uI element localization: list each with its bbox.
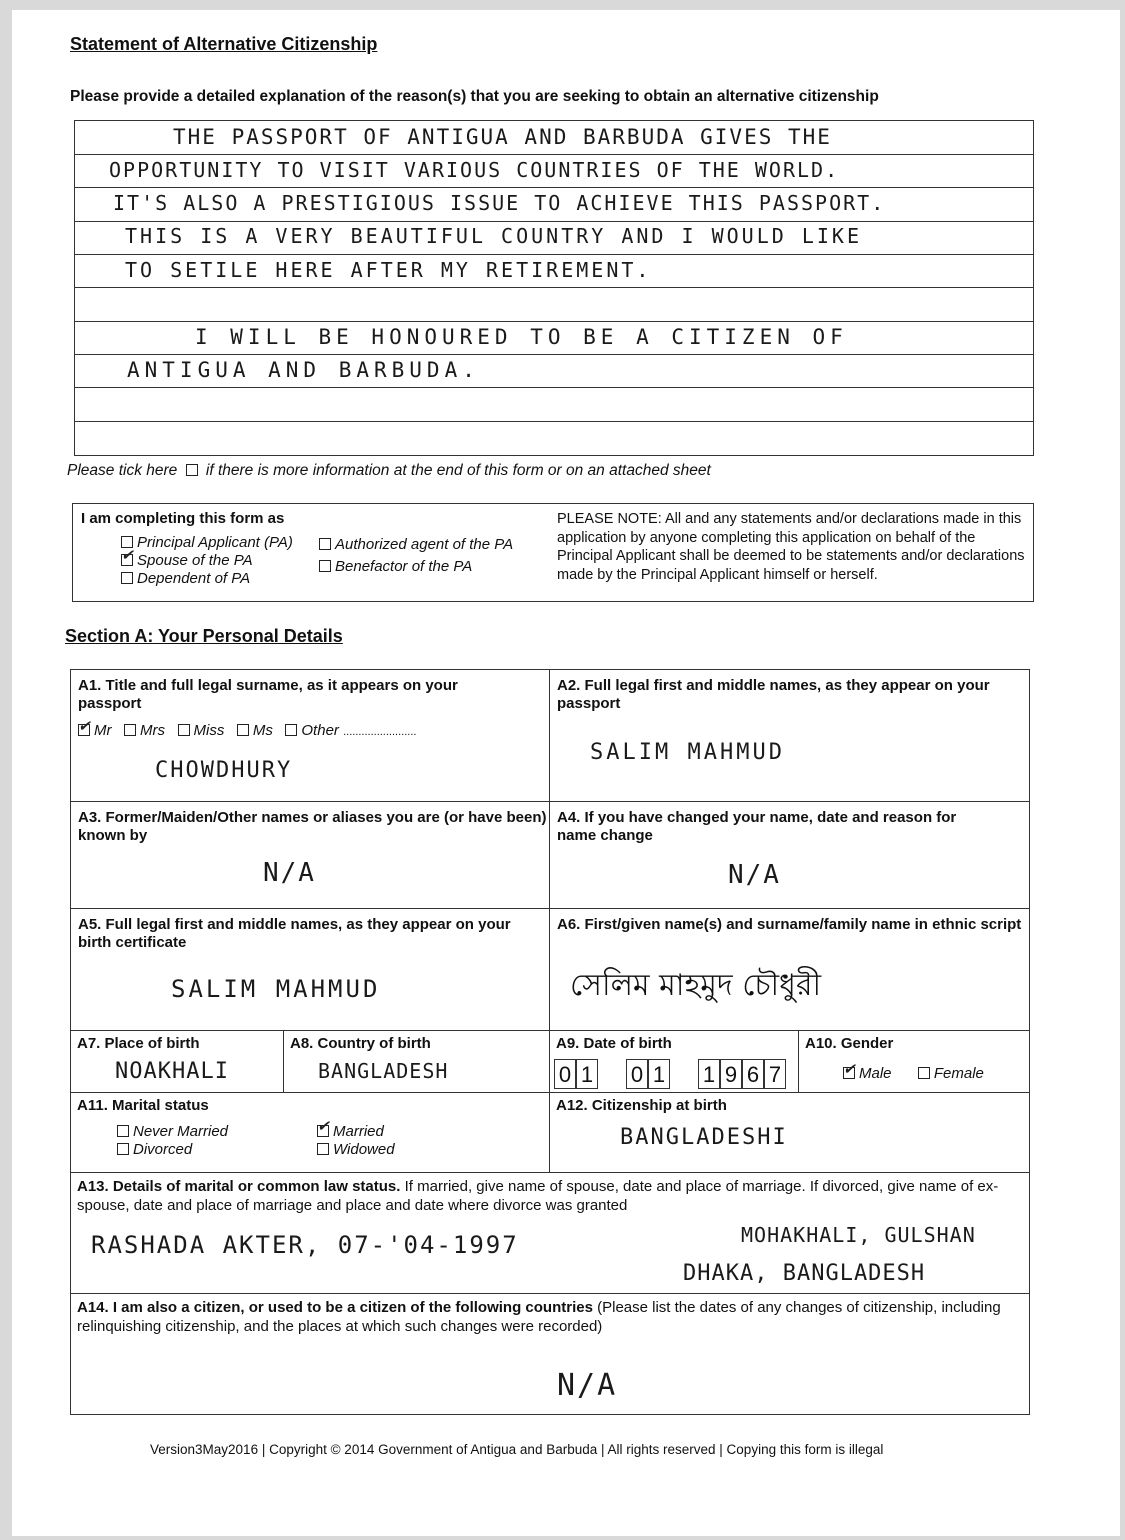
completing-box — [72, 503, 1034, 602]
a3-cell — [70, 801, 550, 909]
a7-cell — [70, 1030, 284, 1093]
a11-cell — [70, 1092, 550, 1173]
please-note-text: All and any statements and/or declarations made in this application by anyone completing this application on behalf of the Principal Applicant shall be deemed to be statements and/or declarations made by the Principal Applicant himself or herself. — [557, 511, 1025, 583]
a8-label: A8. Country of birth — [290, 1035, 431, 1052]
tick-note — [67, 462, 711, 480]
title-mrs[interactable]: Mrs — [124, 722, 165, 739]
a1-value: CHOWDHURY — [155, 758, 293, 783]
statement-line: IT'S ALSO A PRESTIGIOUS ISSUE TO ACHIEVE THIS PASSPORT. — [113, 191, 886, 215]
a6-cell — [549, 908, 1030, 1031]
marital-options-right — [317, 1123, 395, 1159]
a4-value: N/A — [728, 860, 781, 890]
a13-label — [77, 1177, 1017, 1215]
a5-label: A5. Full legal first and middle names, as they appear on your birth certificate — [78, 916, 511, 951]
marital-never-married[interactable]: Never Married — [117, 1123, 228, 1141]
a14-cell — [70, 1293, 1030, 1415]
a2-label: A2. Full legal first and middle names, as they appear on your passport — [557, 677, 990, 712]
tick-note-prefix: Please tick here — [67, 462, 178, 479]
a5-value: SALIM MAHMUD — [171, 975, 381, 1003]
a10-cell — [798, 1030, 1030, 1093]
checkbox[interactable] — [319, 538, 331, 550]
option-dependent-of-pa[interactable]: Dependent of PA — [121, 570, 293, 588]
statement-line: ANTIGUA AND BARBUDA. — [127, 358, 480, 382]
a13-spouse-date: RASHADA AKTER, 07-'04-1997 — [91, 1231, 519, 1259]
dob-digit[interactable]: 6 — [742, 1059, 764, 1089]
a4-cell — [549, 801, 1030, 909]
statement-line: THIS IS A VERY BEAUTIFUL COUNTRY AND I WOULD LIKE — [125, 224, 863, 248]
footer-copyright: Version3May2016 | Copyright © 2014 Government of Antigua and Barbuda | All rights reserved | Copying this form is illegal — [150, 1442, 884, 1457]
dob-digits[interactable] — [554, 1059, 786, 1089]
a13-label-bold: A13. Details of marital or common law status. — [77, 1178, 401, 1195]
a8-value: BANGLADESH — [318, 1059, 449, 1083]
dob-digit[interactable]: 1 — [698, 1059, 720, 1089]
checkbox[interactable] — [117, 1143, 129, 1155]
a9-cell — [549, 1030, 799, 1093]
a6-label: A6. First/given name(s) and surname/family name in ethnic script — [557, 916, 1022, 933]
statement-line: I WILL BE HONOURED TO BE A CITIZEN OF — [195, 325, 848, 349]
a14-label-rest: (Please list the dates of any changes of citizenship, including relinquishing citizenship, and the places at which such changes were recorded) — [77, 1299, 1001, 1335]
checkbox[interactable] — [178, 724, 190, 736]
a13-cell — [70, 1172, 1030, 1294]
a4-label: A4. If you have changed your name, date and reason for name change — [557, 809, 957, 844]
dob-digit[interactable]: 9 — [720, 1059, 742, 1089]
a2-cell — [549, 669, 1030, 802]
title-mr[interactable]: ✔Mr — [78, 722, 112, 739]
checkbox-checked[interactable] — [121, 554, 133, 566]
a12-cell — [549, 1092, 1030, 1173]
marital-married[interactable]: ✔Married — [317, 1123, 395, 1141]
gender-female[interactable]: Female — [918, 1065, 984, 1082]
title-ms[interactable]: Ms — [237, 722, 273, 739]
option-benefactor[interactable]: Benefactor of the PA — [319, 556, 513, 578]
please-note-label: PLEASE NOTE: — [557, 511, 662, 527]
completing-options-right — [319, 534, 513, 578]
statement-prompt: Please provide a detailed explanation of the reason(s) that you are seeking to obtain an alternative citizenship — [70, 88, 879, 105]
option-principal-applicant[interactable]: Principal Applicant (PA) — [121, 534, 293, 552]
dob-digit[interactable]: 1 — [576, 1059, 598, 1089]
a7-label: A7. Place of birth — [77, 1035, 200, 1052]
statement-line: TO SETILE HERE AFTER MY RETIREMENT. — [125, 258, 652, 282]
a12-value: BANGLADESHI — [620, 1125, 788, 1150]
gender-male[interactable]: ✔Male — [843, 1065, 892, 1082]
gender-options — [843, 1065, 984, 1082]
a6-value: সেলিম মাহমুদ চৌধুরী — [570, 968, 822, 1003]
dob-digit[interactable]: 1 — [648, 1059, 670, 1089]
checkbox[interactable] — [124, 724, 136, 736]
please-note — [557, 510, 1027, 584]
checkbox[interactable] — [317, 1143, 329, 1155]
a3-value: N/A — [263, 858, 316, 888]
checkbox[interactable] — [319, 560, 331, 572]
dob-digit[interactable]: 0 — [554, 1059, 576, 1089]
title-miss[interactable]: Miss — [178, 722, 225, 739]
a13-place-line1: MOHAKHALI, GULSHAN — [741, 1223, 976, 1247]
a1-label: A1. Title and full legal surname, as it appears on your passport — [78, 677, 458, 712]
marital-divorced[interactable]: Divorced — [117, 1141, 228, 1159]
checkbox[interactable] — [918, 1067, 930, 1079]
dob-digit[interactable]: 7 — [764, 1059, 786, 1089]
tick-note-suffix: if there is more information at the end of this form or on an attached sheet — [205, 462, 711, 479]
marital-widowed[interactable]: Widowed — [317, 1141, 395, 1159]
checkbox[interactable] — [121, 572, 133, 584]
title-other[interactable]: Other — [285, 722, 339, 739]
a1-cell — [70, 669, 550, 802]
a12-label: A12. Citizenship at birth — [556, 1097, 727, 1114]
a13-place-line2: DHAKA, BANGLADESH — [683, 1261, 926, 1286]
checkbox[interactable] — [237, 724, 249, 736]
a3-label: A3. Former/Maiden/Other names or aliases you are (or have been) known by — [78, 809, 547, 844]
a2-value: SALIM MAHMUD — [590, 740, 785, 765]
a1-title-options — [78, 722, 416, 739]
more-info-checkbox[interactable] — [186, 464, 198, 476]
section-a-title: Section A: Your Personal Details — [65, 626, 343, 646]
a8-cell — [283, 1030, 550, 1093]
marital-options-left — [117, 1123, 228, 1159]
checkbox-checked[interactable] — [78, 724, 90, 736]
a14-value: N/A — [557, 1368, 618, 1403]
dob-digit[interactable]: 0 — [626, 1059, 648, 1089]
a13-label-rest: If married, give name of spouse, date and place of marriage. If divorced, give name of ex-spouse, date and place of marriage and place and date where divorce was granted — [77, 1178, 999, 1214]
completing-heading: I am completing this form as — [81, 510, 285, 527]
a5-cell — [70, 908, 550, 1031]
a14-label-bold: A14. I am also a citizen, or used to be a citizen of the following countries — [77, 1299, 593, 1316]
other-dots: ........................ — [343, 726, 417, 738]
statement-lines-box — [74, 120, 1034, 456]
statement-title: Statement of Alternative Citizenship — [70, 34, 378, 54]
checkbox[interactable] — [285, 724, 297, 736]
form-page — [12, 10, 1120, 1536]
option-spouse-of-pa[interactable]: ✔Spouse of the PA — [121, 552, 293, 570]
statement-line: OPPORTUNITY TO VISIT VARIOUS COUNTRIES OF THE WORLD. — [109, 158, 840, 182]
completing-options-left — [121, 534, 293, 588]
checkbox-checked[interactable] — [317, 1125, 329, 1137]
a7-value: NOAKHALI — [115, 1059, 229, 1084]
a14-label — [77, 1298, 1023, 1336]
checkbox[interactable] — [117, 1125, 129, 1137]
a11-label: A11. Marital status — [77, 1097, 209, 1114]
statement-line: THE PASSPORT OF ANTIGUA AND BARBUDA GIVES THE — [173, 125, 832, 149]
a10-label: A10. Gender — [805, 1035, 894, 1052]
a9-label: A9. Date of birth — [556, 1035, 672, 1052]
option-authorized-agent[interactable]: Authorized agent of the PA — [319, 534, 513, 556]
checkbox-checked[interactable] — [843, 1067, 855, 1079]
